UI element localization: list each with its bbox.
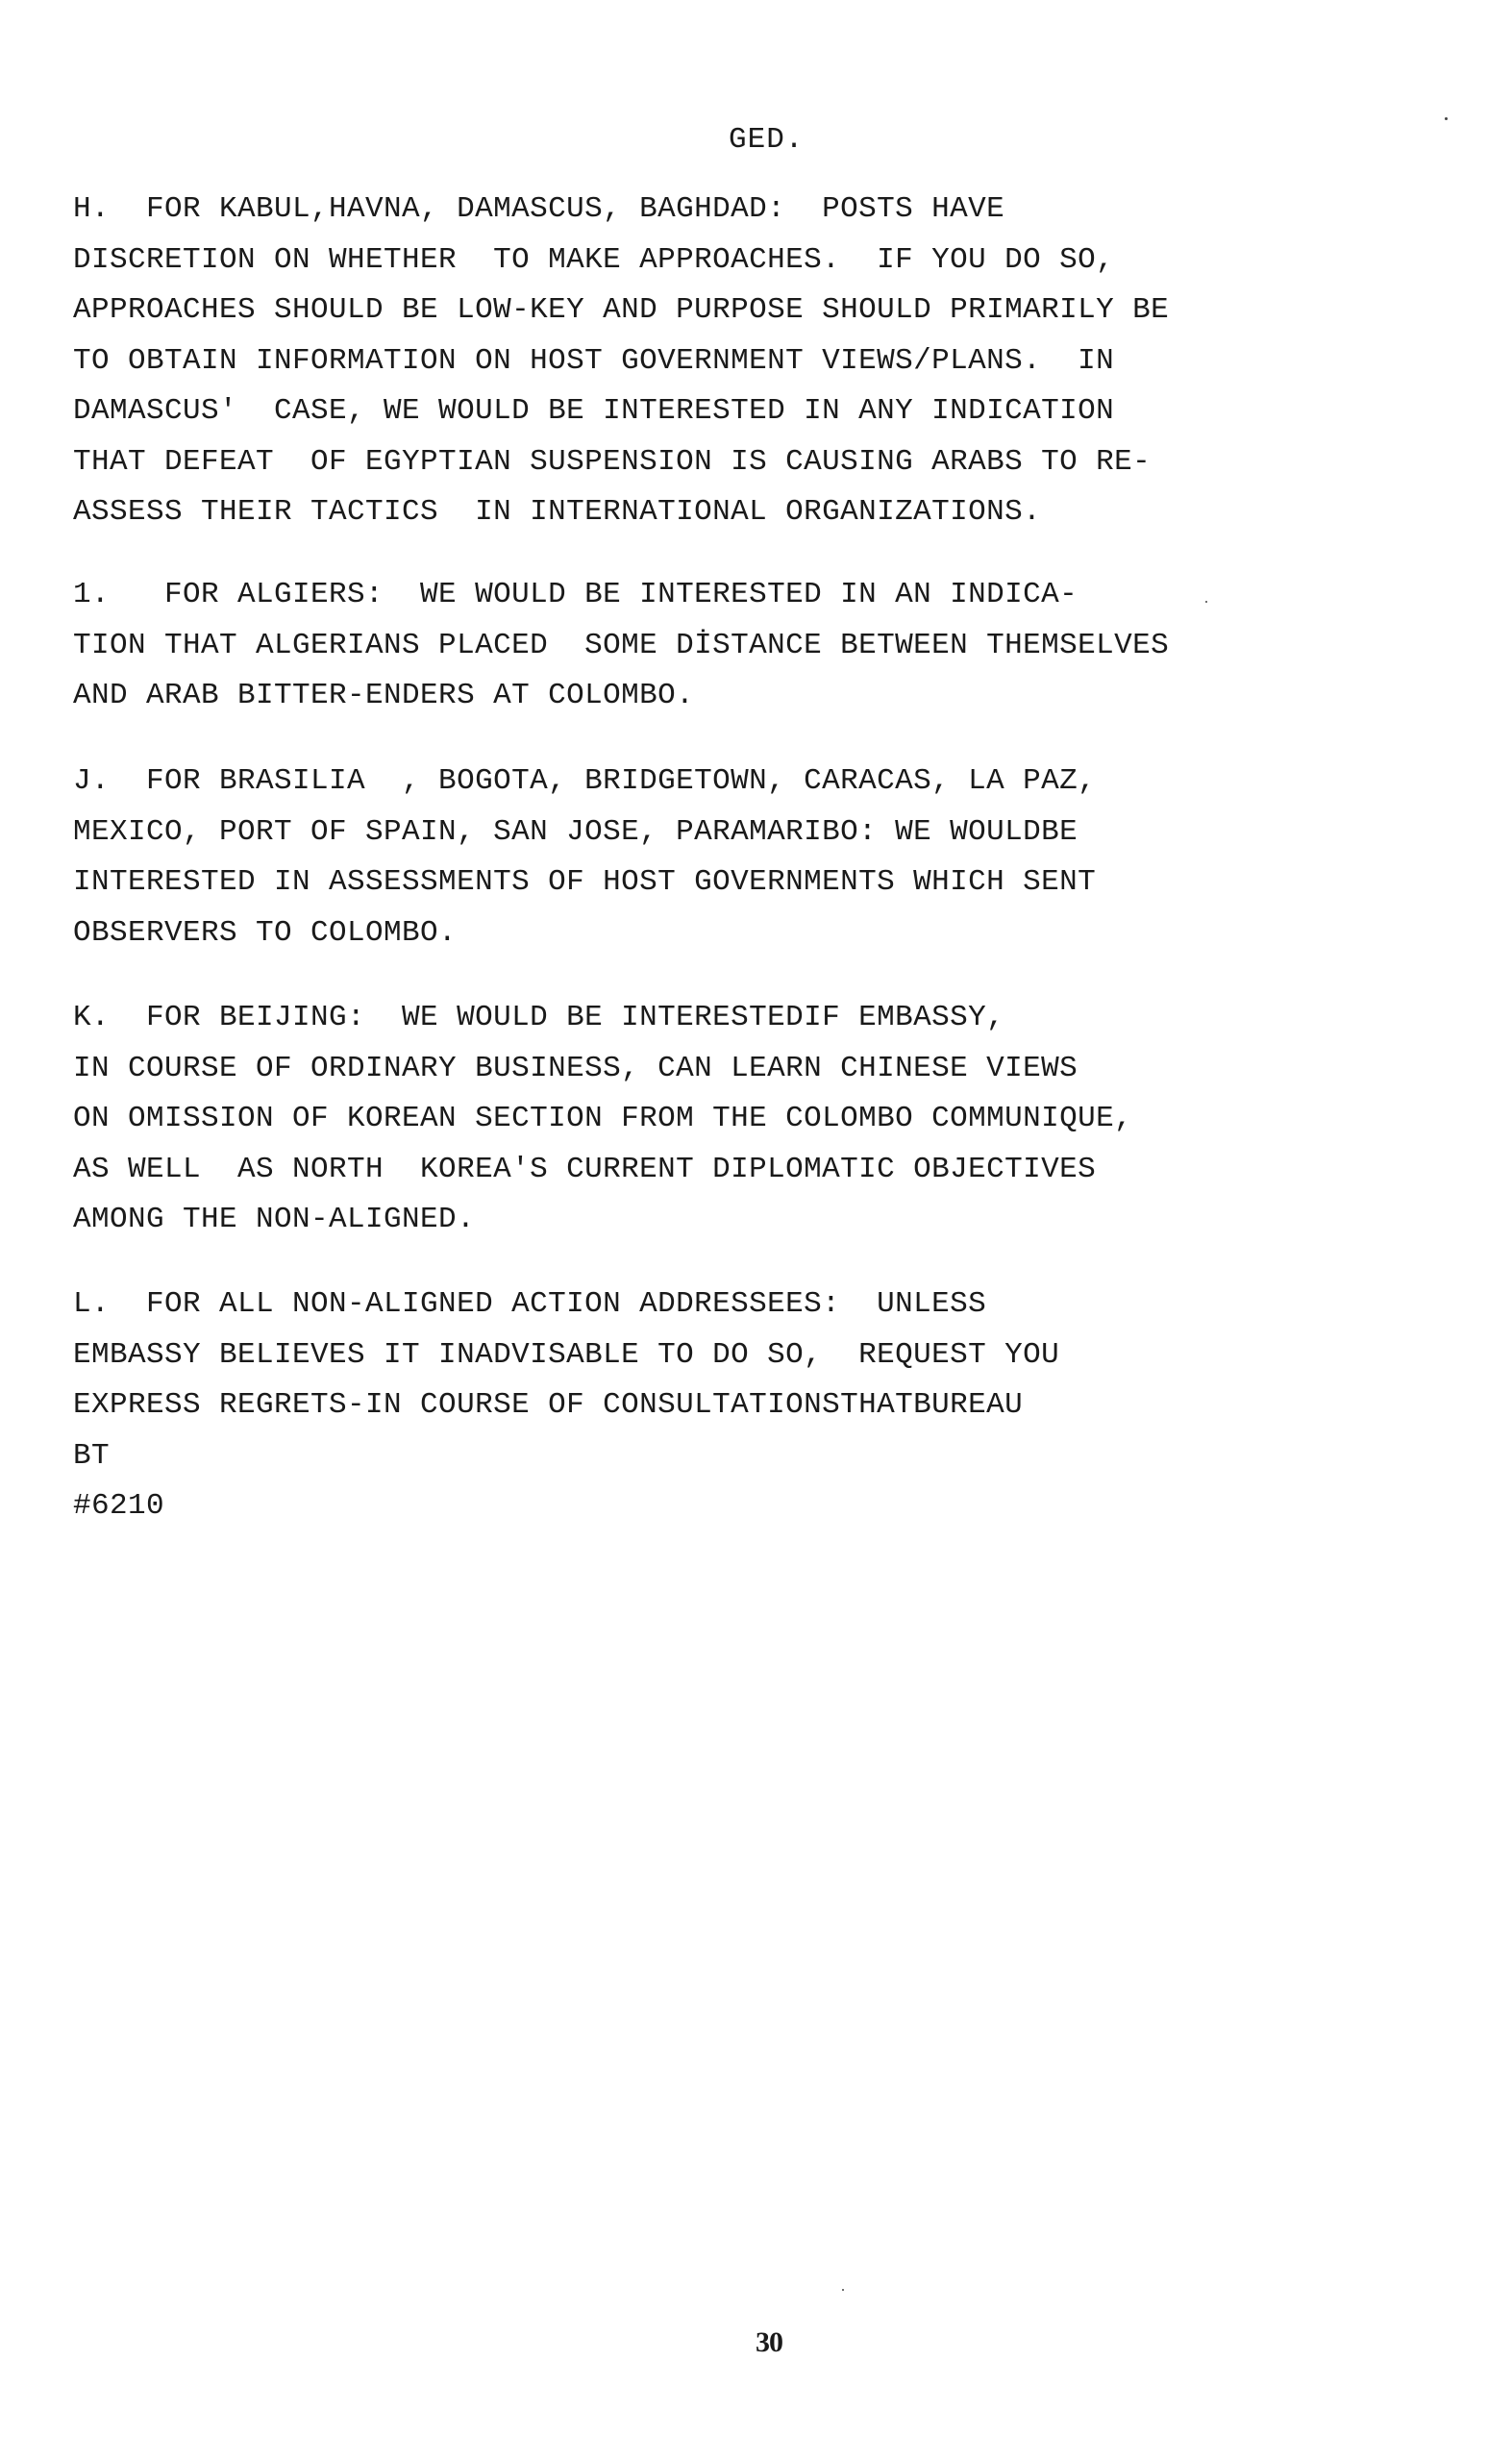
text-line: ASSESS THEIR TACTICS IN INTERNATIONAL ORGANIZATIONS.: [73, 495, 1042, 529]
text-line: MEXICO, PORT OF SPAIN, SAN JOSE, PARAMARIBO: WE WOULDBE: [73, 814, 1078, 849]
text-line: DISCRETION ON WHETHER TO MAKE APPROACHES. IF YOU DO SO,: [73, 242, 1115, 277]
text-line: TO OBTAIN INFORMATION ON HOST GOVERNMENT VIEWS/PLANS. IN: [73, 343, 1115, 378]
text-line: AS WELL AS NORTH KOREA'S CURRENT DIPLOMATIC OBJECTIVES: [73, 1152, 1097, 1186]
scan-speck: [1445, 117, 1448, 120]
text-line: ON OMISSION OF KOREAN SECTION FROM THE COLOMBO COMMUNIQUE,: [73, 1102, 1133, 1135]
text-line: IN COURSE OF ORDINARY BUSINESS, CAN LEARN CHINESE VIEWS: [73, 1051, 1078, 1085]
text-line: H. FOR KABUL,HAVNA, DAMASCUS, BAGHDAD: POSTS HAVE: [73, 192, 1005, 226]
text-line: EXPRESS REGRETS-IN COURSE OF CONSULTATIONSTHATBUREAU: [73, 1388, 1024, 1422]
paragraph-i: [73, 570, 1303, 722]
text-line: K. FOR BEIJING: WE WOULD BE INTERESTEDIF EMBASSY,: [73, 1001, 1005, 1034]
paragraph-l: [73, 1280, 1303, 1532]
text-line: BT: [73, 1438, 111, 1473]
text-line: AMONG THE NON-ALIGNED.: [73, 1203, 476, 1236]
text-line: EMBASSY BELIEVES IT INADVISABLE TO DO SO, REQUEST YOU: [73, 1337, 1060, 1372]
text-line: J. FOR BRASILIA , BOGOTA, BRIDGETOWN, CARACAS, LA PAZ,: [73, 764, 1097, 798]
text-line: THAT DEFEAT OF EGYPTIAN SUSPENSION IS CAUSING ARABS TO RE-: [73, 444, 1152, 479]
text-line: 1. FOR ALGIERS: WE WOULD BE INTERESTED IN AN INDICA-: [73, 578, 1078, 611]
page-header: GED.: [729, 123, 805, 157]
text-line: AND ARAB BITTER-ENDERS AT COLOMBO.: [73, 679, 695, 712]
text-line: TION THAT ALGERIANS PLACED SOME DİSTANCE BETWEEN THEMSELVES: [73, 628, 1170, 662]
text-line: APPROACHES SHOULD BE LOW-KEY AND PURPOSE SHOULD PRIMARILY BE: [73, 293, 1170, 327]
paragraph-k: [73, 993, 1303, 1246]
text-line: INTERESTED IN ASSESSMENTS OF HOST GOVERNMENTS WHICH SENT: [73, 865, 1097, 899]
text-line: DAMASCUS' CASE, WE WOULD BE INTERESTED IN ANY INDICATION: [73, 394, 1115, 428]
text-line: #6210: [73, 1489, 165, 1523]
text-line: OBSERVERS TO COLOMBO.: [73, 915, 458, 950]
scan-speck: [1205, 601, 1207, 603]
text-line: L. FOR ALL NON-ALIGNED ACTION ADDRESSEES: UNLESS: [73, 1287, 987, 1321]
scan-speck: [842, 2289, 844, 2291]
paragraph-j: [73, 757, 1303, 958]
paragraph-h: [73, 185, 1303, 538]
page-number: 30: [756, 2326, 782, 2358]
